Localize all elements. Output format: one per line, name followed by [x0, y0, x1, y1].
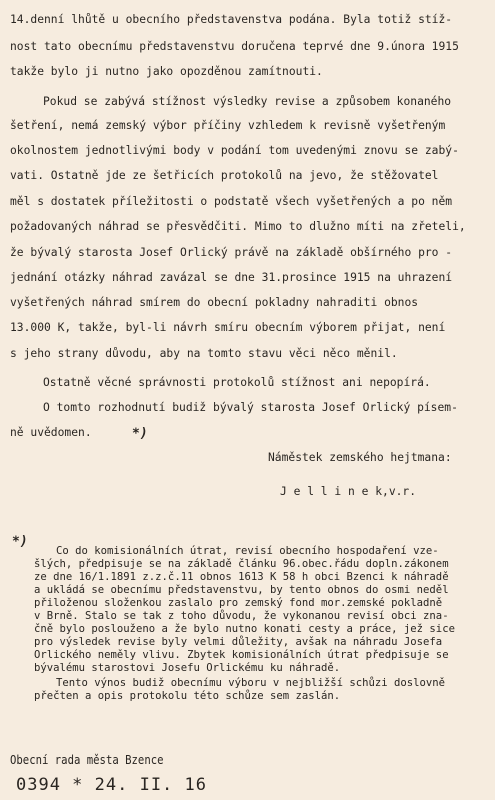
body-line: vati. Ostatně jde ze šetřicích protokolů na jevo, že stěžovatel: [10, 169, 439, 182]
footnote-line: šlých, předpisuje se na základě článku 96.obec.řádu dopln.zákonem: [34, 558, 449, 570]
body-line: 13.000 K, takže, byl-li návrh smíru obecním výborem přijat, není: [10, 321, 446, 334]
body-line: Pokud se zabývá stížnost výsledky revise a způsobem konaného: [43, 95, 452, 108]
body-line: nost tato obecnímu představenstvu doručena teprvé dne 9.února 1915: [10, 40, 459, 53]
footnote-line: Orlického neměly vlivu. Zbytek komisionálních útrat předpisuje se: [34, 649, 449, 661]
footnote-line: bývalému starostovi Josefu Orlickému ku náhradě.: [34, 662, 341, 674]
body-line: jednání otázky náhrad zavázal se dne 31.prosince 1915 na uhrazení: [10, 271, 453, 284]
stamp-office-name: Obecní rada města Bzence: [10, 752, 164, 767]
footnote-line: Co do komisionálních útrat, revisí obecního hospodaření vze-: [56, 545, 439, 557]
footnote-marker: *): [132, 426, 148, 441]
signature-title: Náměstek zemského hejtmana:: [268, 451, 452, 464]
body-line: požadovaných náhrad se přesvědčiti. Mimo to dlužno míti na zřeteli,: [10, 220, 466, 233]
footnote-line: přiloženou složenkou zaslalo pro zemský fond mor.zemské pokladně: [34, 597, 443, 609]
body-line: takže bylo ji nutno jako opozděnou zamítnouti.: [10, 65, 323, 78]
stamp-number-date: 0394 * 24. II. 16: [16, 775, 207, 795]
signature-name: J e l l i n e k,v.r.: [280, 485, 417, 498]
footnote-line: přečten a opis protokolu této schůze sem zaslán.: [34, 690, 341, 702]
footnote-line: čně bylo poslouženo a že bylo nutno konati cesty a práce, jež sice: [34, 623, 455, 635]
body-line: vyšetřených náhrad smírem do obecní pokladny nahraditi obnos: [10, 296, 419, 309]
body-line: s jeho strany důvodu, aby na tomto stavu věci něco měnil.: [10, 347, 398, 360]
body-line: okolnostem jednotlivými body v podání tom uvedenými znovu se zabý-: [10, 144, 459, 157]
footnote-line: ze dne 16/1.1891 z.z.č.11 obnos 1613 K 58 h obci Bzenci k náhradě: [34, 571, 449, 583]
footnote-marker: *): [12, 534, 28, 549]
footnote-line: a ukládá se obecnímu představenstvu, by tento obnos do osmi neděl: [34, 584, 449, 596]
body-line: měl s dostatek příležitosti o podstatě všech vyšetřených a po něm: [10, 195, 453, 208]
body-line: že bývalý starosta Josef Orlický právě na základě obšírného pro -: [10, 246, 453, 259]
body-line: šetření, nemá zemský výbor příčiny vzhledem k revisně vyšetřeným: [10, 119, 446, 132]
body-line: O tomto rozhodnutí budiž bývalý starosta Josef Orlický písem-: [43, 401, 458, 414]
body-line: ně uvědomen.: [10, 426, 92, 439]
footnote-line: v Brně. Stalo se tak z toho důvodu, že vykonanou revisí obci zna-: [34, 610, 449, 622]
body-line: Ostatně věcné správnosti protokolů stížnost ani nepopírá.: [43, 376, 431, 389]
footnote-line: Tento výnos budiž obecnímu výboru v nejbližší schůzi doslovně: [56, 677, 446, 689]
body-line: 14.denní lhůtě u obecního představenstva podána. Byla totiž stíž-: [10, 13, 453, 26]
footnote-line: pro výsledek revise byly velmi důležity, avšak na náhradu Josefa: [34, 636, 443, 648]
